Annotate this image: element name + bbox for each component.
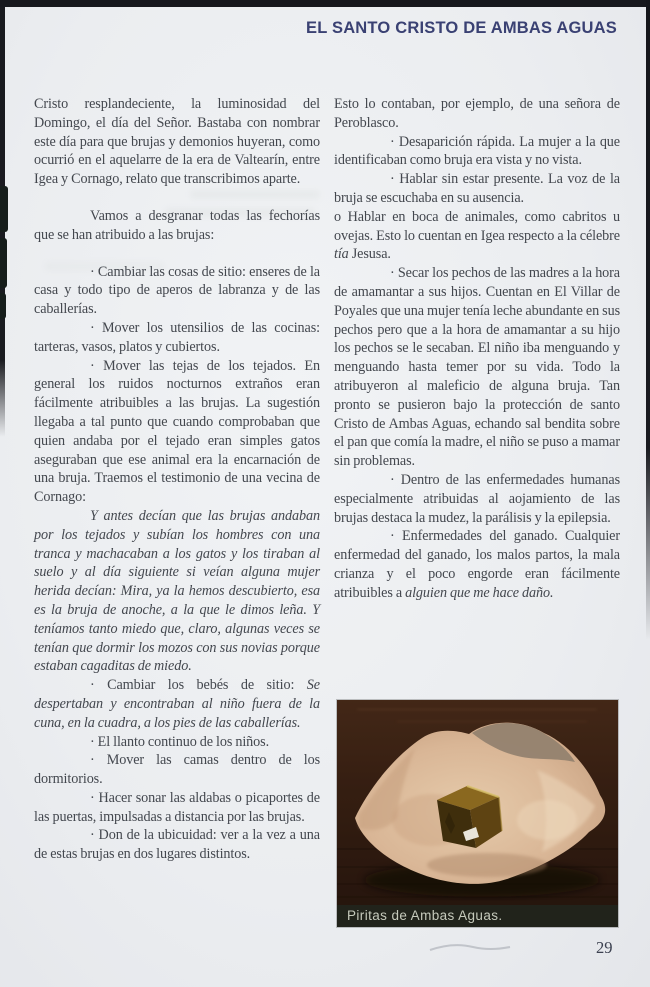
text-segment: Jesusa. xyxy=(348,246,391,263)
right-text-column xyxy=(334,95,620,603)
running-header xyxy=(306,19,617,38)
paragraph xyxy=(34,826,320,864)
paragraph xyxy=(34,789,320,827)
page-number: 29 xyxy=(596,938,613,957)
paragraph xyxy=(34,263,320,319)
text-segment: · Dentro de las enfermedades humanas especialmente atribuidas al aojamiento de las brujas destaca la mudez, la parálisis y la epilepsia. xyxy=(334,471,620,526)
paragraph xyxy=(34,357,320,507)
paragraph xyxy=(34,507,320,676)
right-edge-scan-artifact xyxy=(646,0,650,640)
text-segment: · Hacer sonar las aldabas o picaportes de las puertas, impulsadas a distancia por las brujas. xyxy=(34,789,320,825)
text-segment: · Desaparición rápida. La mujer a la que identificaban como bruja era vista y no vista. xyxy=(334,133,620,169)
pencil-smudge xyxy=(425,938,515,958)
text-segment: · Cambiar las cosas de sitio: enseres de la casa y todo tipo de aperos de labranza y de las caballerías. xyxy=(34,263,320,318)
text-segment: · El llanto continuo de los niños. xyxy=(90,733,270,750)
paragraph xyxy=(34,319,320,357)
paragraph xyxy=(34,207,320,245)
paragraph xyxy=(334,208,620,264)
text-segment: · Don de la ubicuidad: ver a la vez a una de estas brujas en dos lugares distintos. xyxy=(34,827,320,863)
paragraph xyxy=(34,751,320,789)
italic-text-segment: alguien que me hace daño. xyxy=(405,584,554,601)
left-text-column xyxy=(34,95,320,864)
text-segment: · Mover los utensilios de las cocinas: tarteras, vasos, platos y cubiertos. xyxy=(34,319,320,355)
photo-piritas xyxy=(337,700,618,927)
left-margin-scan-mark xyxy=(0,186,8,232)
italic-text-segment: tía xyxy=(334,246,349,263)
text-segment: Esto lo contaban, por ejemplo, de una señora de Peroblasco. xyxy=(334,96,620,131)
paragraph xyxy=(334,527,620,602)
top-edge-scan-artifact xyxy=(0,0,650,7)
paragraph xyxy=(334,170,620,208)
text-segment: Cristo resplandeciente, la luminosidad del Domingo, el día del Señor. Bastaba con nombrar este día para que brujas y demonios huyeran, como ocurrió en el aquelarre de la era de Valtearín, entre Igea y Cornago, relato que transcribimos aparte. xyxy=(34,96,320,188)
header-title: EL SANTO CRISTO DE AMBAS AGUAS xyxy=(306,19,617,37)
left-margin-scan-mark xyxy=(0,238,7,288)
text-segment: · Mover las tejas de los tejados. En general los ruidos nocturnos extraños eran fácilmente atribuibles a las brujas. La sugestión llegaba a tal punto que cuando comprobaban que quien andaba por el tejado eran simples gatos aseguraban que ese animal era la encarnación de una bruja. Traemos el testimonio de una vecina de Cornago: xyxy=(34,357,320,506)
left-margin-scan-mark xyxy=(0,293,6,319)
paragraph xyxy=(34,733,320,752)
pyrite-photo-illustration xyxy=(337,700,618,927)
text-segment: · Secar los pechos de las madres a la hora de amamantar a sus hijos. Cuentan en El Villar de Poyales que una mujer tenía leche abundante en sus pechos pero que a la hora de amamantar a su hijo los pechos se le secaban. El niño iba menguando y menguando hasta temer por su vida. Todo la atribuyeron al maleficio de alguna bruja. Tan pronto se pusieron bajo la protección de santo Cristo de Ambas Aguas, echando sal bendita sobre el pan que comía la madre, el niño se puso a mamar sin problemas. xyxy=(334,265,620,470)
paragraph xyxy=(334,471,620,527)
text-segment: Vamos a desgranar todas las fechorías que se han atribuido a las brujas: xyxy=(34,207,320,243)
italic-text-segment: Se despertaban y encontraban al niño fuera de la cuna, en la cuadra, a los pies de las caballerías. xyxy=(34,677,320,731)
text-segment: · Hablar sin estar presente. La voz de la bruja se escuchaba en su ausencia. xyxy=(334,171,620,206)
paragraph xyxy=(34,676,320,732)
paragraph xyxy=(334,95,620,133)
text-segment: o Hablar en boca de animales, como cabritos u ovejas. Esto lo cuentan en Igea respecto a la célebre xyxy=(334,208,620,244)
text-segment: · Enfermedades del ganado. Cualquier enfermedad del ganado, los malos partos, la mala crianza y el poco engorde eran fácilmente atribuibles a xyxy=(334,528,620,601)
paragraph xyxy=(334,133,620,171)
text-segment: · Mover las camas dentro de los dormitorios. xyxy=(34,752,320,788)
paragraph xyxy=(334,264,620,471)
paragraph xyxy=(34,95,320,189)
italic-text-segment: Y antes decían que las brujas andaban por los tejados y subían los hombres con una tranca y machacaban a los gatos y los tiraban al suelo y al día siguiente si veían alguna mujer herida decían: Mira, ya la hemos descubierto, esa es la bruja de anoche, a la que le dimos leña. Y teníamos tanto miedo que, claro, algunas veces se tenían que dormir los mozos con sus novias porque estaban cagaditas de miedo. xyxy=(34,507,320,675)
photo-caption: Piritas de Ambas Aguas. xyxy=(337,905,618,927)
text-segment: · Cambiar los bebés de sitio: xyxy=(90,677,307,694)
